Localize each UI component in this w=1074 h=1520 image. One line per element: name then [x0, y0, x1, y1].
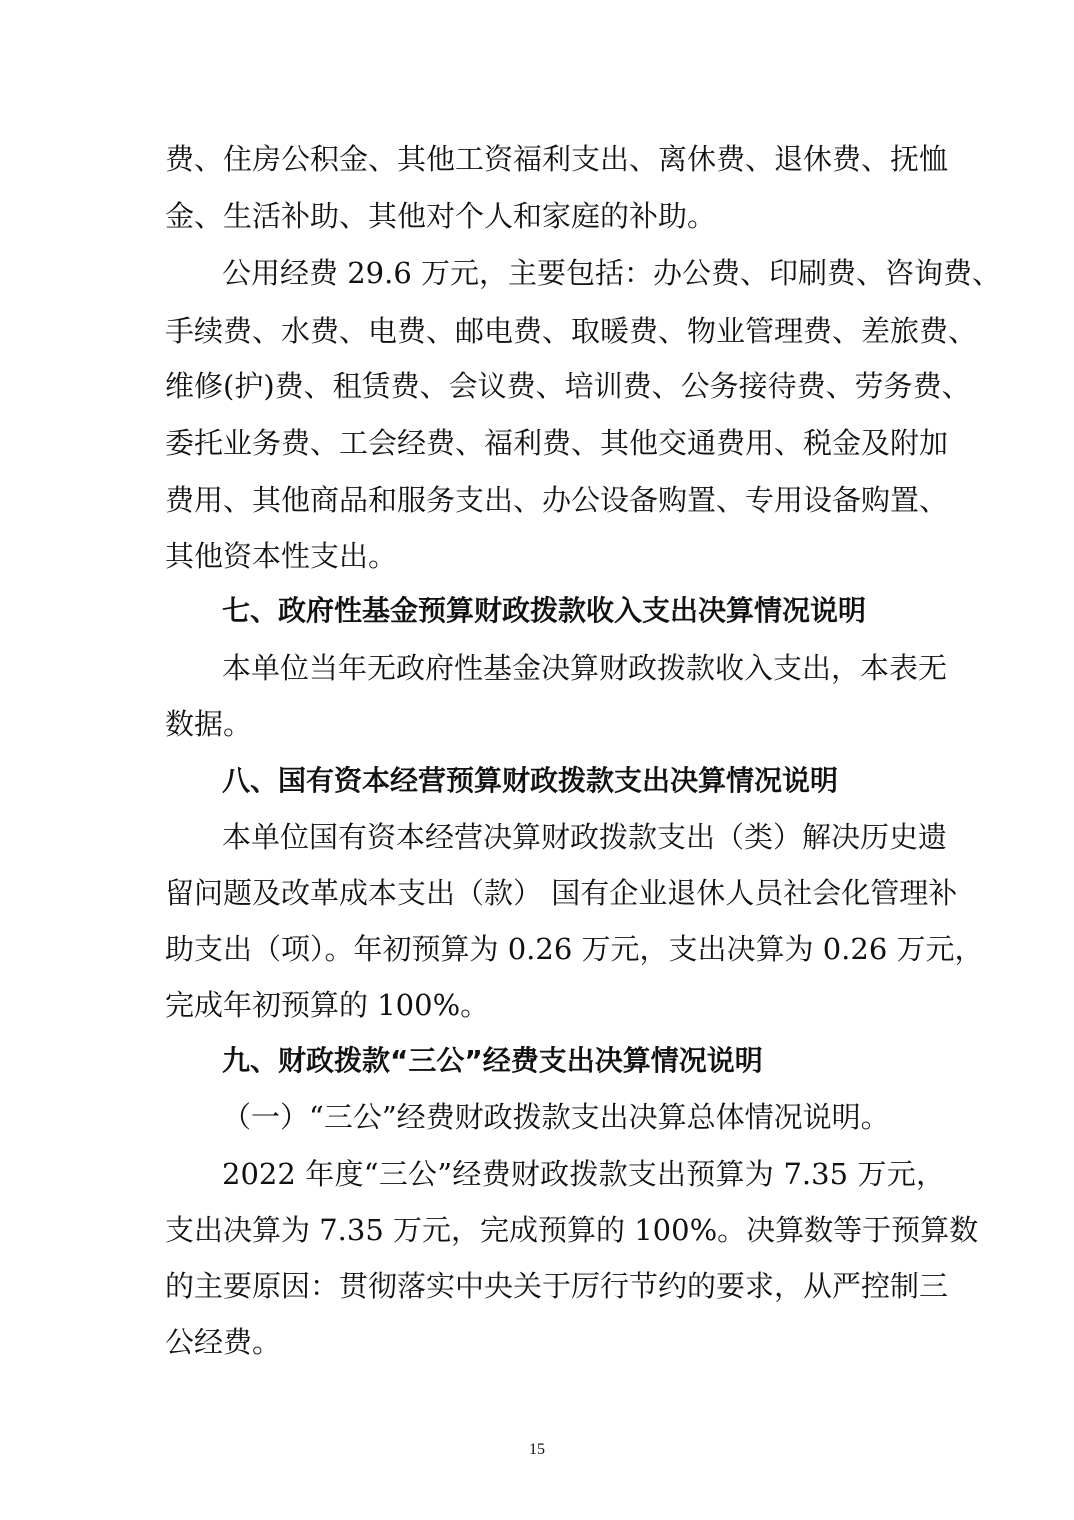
paragraph-line: 委托业务费、工会经费、福利费、其他交通费用、税金及附加 [165, 426, 949, 460]
paragraph-line: 公经费。 [165, 1325, 282, 1359]
paragraph-line: 费、住房公积金、其他工资福利支出、离休费、退休费、抚恤 [165, 142, 949, 176]
paragraph-line: 本单位当年无政府性基金决算财政拨款收入支出，本表无 [222, 651, 948, 685]
page-number: 15 [529, 1441, 545, 1458]
section-heading: 七、政府性基金预算财政拨款收入支出决算情况说明 [222, 594, 867, 627]
paragraph-line: 2022 年度“三公”经费财政拨款支出预算为 7.35 万元， [222, 1157, 945, 1191]
paragraph-line: 完成年初预算的 100%。 [165, 988, 490, 1022]
paragraph-line: 公用经费 29.6 万元，主要包括：办公费、印刷费、咨询费、 [222, 256, 1002, 290]
paragraph-line: 留问题及改革成本支出（款） 国有企业退休人员社会化管理补 [165, 876, 958, 910]
paragraph-line: 维修(护)费、租赁费、会议费、培训费、公务接待费、劳务费、 [165, 369, 971, 403]
paragraph-line: 数据。 [165, 707, 253, 741]
paragraph-line: 其他资本性支出。 [165, 539, 398, 573]
paragraph-line: 手续费、水费、电费、邮电费、取暖费、物业管理费、差旅费、 [165, 314, 978, 348]
paragraph-line: 的主要原因：贯彻落实中央关于厉行节约的要求，从严控制三 [165, 1269, 949, 1303]
section-heading: 九、财政拨款“三公”经费支出决算情况说明 [222, 1044, 763, 1077]
subsection-heading: （一）“三公”经费财政拨款支出决算总体情况说明。 [222, 1100, 890, 1134]
paragraph-line: 本单位国有资本经营决算财政拨款支出（类）解决历史遗 [222, 820, 948, 854]
paragraph-line: 金、生活补助、其他对个人和家庭的补助。 [165, 199, 717, 233]
paragraph-line: 支出决算为 7.35 万元，完成预算的 100%。决算数等于预算数 [165, 1213, 979, 1247]
section-heading: 八、国有资本经营预算财政拨款支出决算情况说明 [222, 764, 839, 797]
paragraph-line: 费用、其他商品和服务支出、办公设备购置、专用设备购置、 [165, 483, 949, 517]
paragraph-line: 助支出（项）。年初预算为 0.26 万元，支出决算为 0.26 万元， [165, 932, 984, 966]
